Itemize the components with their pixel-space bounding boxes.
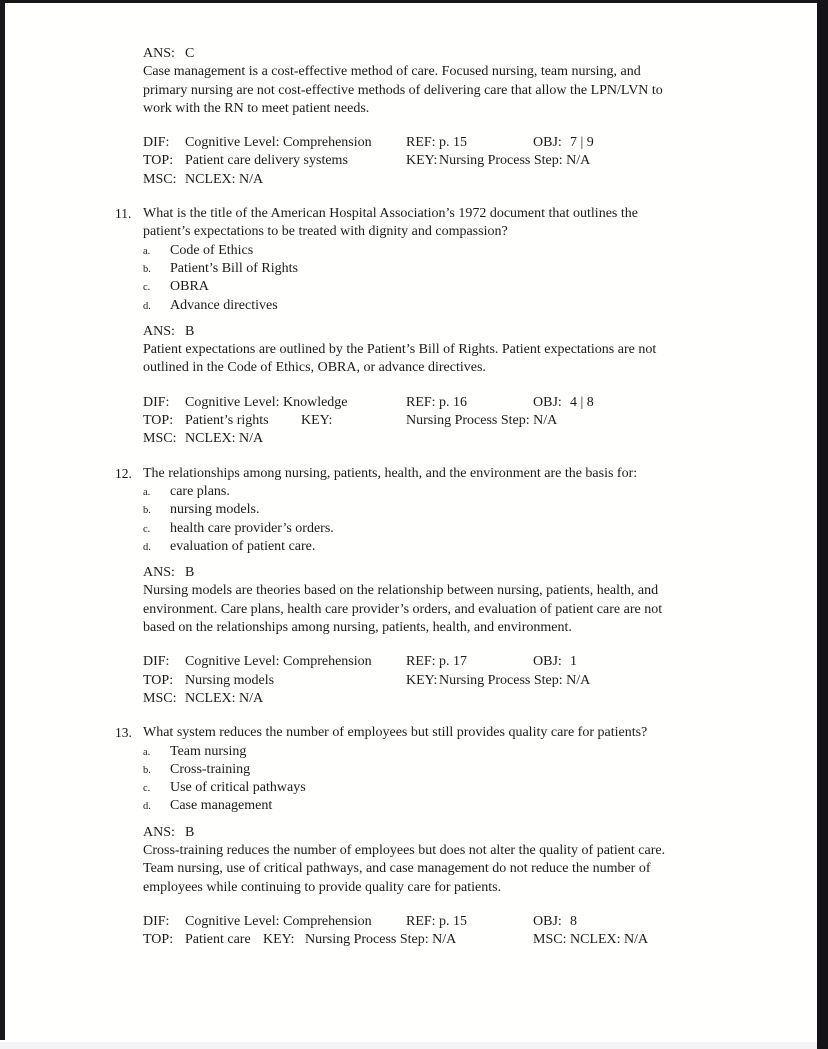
ref-value: p. 17 <box>439 654 467 670</box>
option-text: OBRA <box>170 279 209 295</box>
option-letter: a. <box>143 746 151 758</box>
option-d <box>143 538 817 556</box>
meta-block <box>143 913 817 950</box>
question-text: The relationships among nursing, patients, health, and the environment are the basis for: <box>143 465 638 481</box>
option-text: Code of Ethics <box>170 242 254 258</box>
key-label: KEY: <box>301 413 333 429</box>
option-letter: a. <box>143 245 151 257</box>
answer-label: ANS: <box>143 824 175 840</box>
answer-label: ANS: <box>143 565 175 581</box>
scan-edge-right <box>817 0 828 1049</box>
rationale-line: based on the relationships among nursing, patients, health, and environment. <box>143 620 572 636</box>
rationale-line: work with the RN to meet patient needs. <box>143 100 370 116</box>
option-letter: a. <box>143 486 151 498</box>
option-a <box>143 483 817 501</box>
question-line <box>115 724 817 742</box>
answer-label: ANS: <box>143 46 175 61</box>
question-11 <box>115 205 817 449</box>
msc-label: MSC: <box>143 171 177 187</box>
dif-value: Cognitive Level: Comprehension <box>185 654 372 670</box>
option-letter: d. <box>143 300 151 312</box>
meta-row-top <box>143 152 817 170</box>
option-text: Case management <box>170 798 273 814</box>
question-number: 12. <box>115 465 132 481</box>
dif-label: DIF: <box>143 913 170 929</box>
top-value: Nursing models <box>185 672 275 688</box>
rationale-line: Team nursing, use of critical pathways, and case management do not reduce the number of <box>143 861 651 877</box>
obj-label: OBJ: <box>533 394 562 410</box>
ref-value: p. 15 <box>439 913 467 929</box>
rationale-line: environment. Care plans, health care provider’s orders, and evaluation of patient care are not <box>143 601 663 617</box>
answer-block-q13 <box>143 824 817 897</box>
answer-block-q11 <box>143 323 817 378</box>
question-line <box>115 205 817 223</box>
option-letter: d. <box>143 801 151 813</box>
top-label: TOP: <box>143 153 174 169</box>
answer-value: B <box>185 565 195 581</box>
option-text: nursing models. <box>170 502 260 518</box>
option-letter: b. <box>143 263 151 275</box>
ref-label: REF: <box>406 135 436 151</box>
option-d <box>143 797 817 815</box>
dif-label: DIF: <box>143 394 170 410</box>
option-b <box>143 501 817 519</box>
option-letter: b. <box>143 764 151 776</box>
scan-edge-left <box>0 0 5 1040</box>
key-value: Nursing Process Step: N/A <box>439 153 591 169</box>
answer-value: B <box>185 323 195 339</box>
key-label: KEY: <box>406 153 438 169</box>
dif-value: Cognitive Level: Comprehension <box>185 913 372 929</box>
option-b <box>143 761 817 779</box>
meta-row-dif <box>143 653 817 671</box>
ref-label: REF: <box>406 654 436 670</box>
obj-label: OBJ: <box>533 654 562 670</box>
option-letter: d. <box>143 541 151 553</box>
key-value: Nursing Process Step: N/A <box>439 672 591 688</box>
obj-label: OBJ: <box>533 135 562 151</box>
top-label: TOP: <box>143 413 174 429</box>
ref-label: REF: <box>406 913 436 929</box>
ref-value: p. 15 <box>439 135 467 151</box>
answer-block-q10 <box>143 45 817 189</box>
msc-value: NCLEX: N/A <box>570 932 649 948</box>
obj-value: 4 | 8 <box>570 394 594 410</box>
ref-value: p. 16 <box>439 394 467 410</box>
meta-row-msc <box>143 430 817 448</box>
top-value: Patient care delivery systems <box>185 153 348 169</box>
meta-row-msc <box>143 171 817 189</box>
rationale-line: Patient expectations are outlined by the Patient’s Bill of Rights. Patient expectations are not <box>143 342 657 358</box>
answer-line <box>143 323 817 341</box>
question-text: What system reduces the number of employees but still provides quality care for patients? <box>143 725 648 741</box>
obj-label: OBJ: <box>533 913 562 929</box>
option-a <box>143 743 817 761</box>
scan-edge-top <box>0 0 828 3</box>
question-number: 13. <box>115 725 132 741</box>
meta-row-top <box>143 931 817 949</box>
option-b <box>143 260 817 278</box>
meta-row-dif <box>143 913 817 931</box>
meta-row-msc <box>143 690 817 708</box>
obj-value: 8 <box>570 913 577 929</box>
option-d <box>143 297 817 315</box>
option-text: Advance directives <box>170 297 278 313</box>
option-a <box>143 242 817 260</box>
msc-value: NCLEX: N/A <box>185 690 264 706</box>
key-value: Nursing Process Step: N/A <box>305 932 457 948</box>
option-text: Use of critical pathways <box>170 780 306 796</box>
question-text: patient’s expectations to be treated with dignity and compassion? <box>143 224 508 240</box>
option-letter: c. <box>143 282 151 294</box>
option-text: Patient’s Bill of Rights <box>170 260 298 276</box>
rationale-line: outlined in the Code of Ethics, OBRA, or advance directives. <box>143 360 486 376</box>
option-text: Team nursing <box>170 743 247 759</box>
dif-label: DIF: <box>143 135 170 151</box>
option-c <box>143 779 817 797</box>
meta-row-dif <box>143 394 817 412</box>
top-value: Patient’s rights <box>185 413 269 429</box>
meta-row-top <box>143 412 817 430</box>
key-value: Nursing Process Step: N/A <box>406 413 558 429</box>
key-label: KEY: <box>406 672 438 688</box>
option-text: care plans. <box>170 483 230 499</box>
answer-value: B <box>185 824 195 840</box>
meta-block <box>143 394 817 449</box>
answer-line <box>143 824 817 842</box>
obj-value: 1 <box>570 654 577 670</box>
option-letter: c. <box>143 523 151 535</box>
meta-row-dif <box>143 134 817 152</box>
ref-label: REF: <box>406 394 436 410</box>
question-line <box>115 465 817 483</box>
document-page <box>5 3 817 1049</box>
rationale-line: Cross-training reduces the number of employees but does not alter the quality of patient care. <box>143 842 666 858</box>
scan-edge-bottom <box>0 1042 817 1049</box>
option-c <box>143 278 817 296</box>
answer-value: C <box>185 46 195 61</box>
msc-value: NCLEX: N/A <box>185 431 264 447</box>
meta-block <box>143 134 817 189</box>
question-text: What is the title of the American Hospital Association’s 1972 document that outlines the <box>143 206 638 222</box>
rationale-line: primary nursing are not cost-effective methods of delivering care that allow the LPN/LVN to <box>143 82 663 98</box>
question-number: 11. <box>115 206 132 222</box>
answer-line <box>143 45 817 63</box>
key-label: KEY: <box>263 932 295 948</box>
dif-value: Cognitive Level: Knowledge <box>185 394 348 410</box>
top-label: TOP: <box>143 932 174 948</box>
top-value: Patient care <box>185 932 251 948</box>
dif-label: DIF: <box>143 654 170 670</box>
msc-label: MSC: <box>143 690 177 706</box>
rationale-line: Case management is a cost-effective method of care. Focused nursing, team nursing, and <box>143 64 641 80</box>
option-letter: c. <box>143 783 151 795</box>
option-c <box>143 520 817 538</box>
answer-label: ANS: <box>143 323 175 339</box>
dif-value: Cognitive Level: Comprehension <box>185 135 372 151</box>
question-12 <box>115 465 817 709</box>
answer-block-q12 <box>143 564 817 637</box>
rationale-line: Nursing models are theories based on the relationship between nursing, patients, health, and <box>143 583 659 599</box>
meta-row-top <box>143 672 817 690</box>
rationale-line: employees while continuing to provide quality care for patients. <box>143 879 502 895</box>
obj-value: 7 | 9 <box>570 135 594 151</box>
option-text: health care provider’s orders. <box>170 520 334 536</box>
msc-label: MSC: <box>143 431 177 447</box>
meta-block <box>143 653 817 708</box>
option-letter: b. <box>143 505 151 517</box>
question-13 <box>115 724 817 949</box>
msc-label: MSC: <box>533 932 567 948</box>
answer-line <box>143 564 817 582</box>
option-text: evaluation of patient care. <box>170 538 316 554</box>
top-label: TOP: <box>143 672 174 688</box>
msc-value: NCLEX: N/A <box>185 171 264 187</box>
option-text: Cross-training <box>170 761 251 777</box>
